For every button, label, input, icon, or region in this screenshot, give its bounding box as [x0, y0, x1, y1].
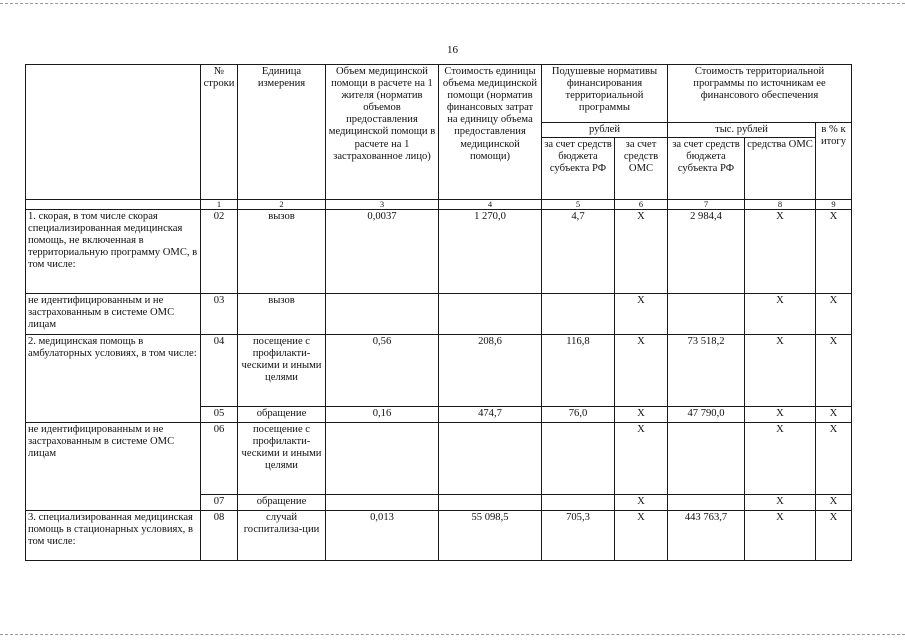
financing-table-container	[25, 64, 852, 561]
row-percent: Х	[816, 511, 852, 561]
row-unit: посещение с профилакти-ческими и иными целями	[238, 423, 326, 495]
row-total-oms: Х	[745, 294, 816, 335]
row-budget-rf	[542, 294, 615, 335]
row-budget-rf: 76,0	[542, 407, 615, 423]
row-cost: 208,6	[439, 335, 542, 407]
row-unit: вызов	[238, 294, 326, 335]
row-name: не идентифицированным и не застрахованным в системе ОМС лицам	[26, 423, 201, 511]
header-row-1	[26, 65, 852, 123]
header-budget-rf: за счет средств бюджета субъекта РФ	[542, 138, 615, 200]
row-total-budget-rf: 2 984,4	[668, 210, 745, 294]
row-cost: 474,7	[439, 407, 542, 423]
row-budget-rf: 705,3	[542, 511, 615, 561]
row-unit: обращение	[238, 407, 326, 423]
row-total-budget-rf: 47 790,0	[668, 407, 745, 423]
row-total-oms: Х	[745, 423, 816, 495]
header-oms-funds: средства ОМС	[745, 138, 816, 200]
row-total-oms: Х	[745, 495, 816, 511]
row-total-oms: Х	[745, 511, 816, 561]
header-row-no: № строки	[201, 65, 238, 200]
row-total-budget-rf	[668, 495, 745, 511]
row-volume: 0,0037	[326, 210, 439, 294]
row-volume: 0,56	[326, 335, 439, 407]
row-oms: Х	[615, 335, 668, 407]
row-budget-rf	[542, 423, 615, 495]
row-budget-rf: 116,8	[542, 335, 615, 407]
column-index-4: 4	[439, 200, 542, 210]
header-name-cell	[26, 65, 201, 200]
scan-edge-bottom	[0, 634, 905, 635]
header-per-capita: Подушевые нормативы финансирования территориальной программы	[542, 65, 668, 123]
row-total-budget-rf: 443 763,7	[668, 511, 745, 561]
row-percent: Х	[816, 423, 852, 495]
row-volume	[326, 423, 439, 495]
header-percent-total: в % к итогу	[816, 123, 852, 200]
row-oms: Х	[615, 495, 668, 511]
row-cost: 1 270,0	[439, 210, 542, 294]
row-percent: Х	[816, 294, 852, 335]
header-rubles: рублей	[542, 123, 668, 138]
column-index-3: 3	[326, 200, 439, 210]
row-percent: Х	[816, 210, 852, 294]
column-index-9: 9	[816, 200, 852, 210]
header-volume: Объем медицинской помощи в расчете на 1 жителя (норматив объемов предоставления медицинской помощи в расчете на 1 застрахованное лицо)	[326, 65, 439, 200]
row-percent: Х	[816, 407, 852, 423]
row-number: 03	[201, 294, 238, 335]
header-total-cost: Стоимость территориальной программы по источникам ее финансового обеспечения	[668, 65, 852, 123]
table-row	[26, 511, 852, 561]
column-index-empty	[26, 200, 201, 210]
row-cost: 55 098,5	[439, 511, 542, 561]
financing-table	[25, 64, 852, 561]
table-row	[26, 335, 852, 407]
table-row	[26, 210, 852, 294]
header-unit: Единица измерения	[238, 65, 326, 200]
row-name: 2. медицинская помощь в амбулаторных условиях, в том числе:	[26, 335, 201, 423]
row-percent: Х	[816, 495, 852, 511]
column-index-2: 2	[238, 200, 326, 210]
row-budget-rf	[542, 495, 615, 511]
header-oms-budget: за счет средств ОМС	[615, 138, 668, 200]
row-name: не идентифицированным и не застрахованным в системе ОМС лицам	[26, 294, 201, 335]
column-index-7: 7	[668, 200, 745, 210]
row-unit: обращение	[238, 495, 326, 511]
column-index-1: 1	[201, 200, 238, 210]
column-index-6: 6	[615, 200, 668, 210]
row-total-budget-rf	[668, 294, 745, 335]
row-total-oms: Х	[745, 407, 816, 423]
column-index-row	[26, 200, 852, 210]
row-oms: Х	[615, 294, 668, 335]
row-total-budget-rf	[668, 423, 745, 495]
row-number: 06	[201, 423, 238, 495]
column-index-5: 5	[542, 200, 615, 210]
row-number: 05	[201, 407, 238, 423]
row-total-oms: Х	[745, 210, 816, 294]
scan-edge-top	[0, 3, 905, 4]
row-unit: вызов	[238, 210, 326, 294]
row-unit: посещение с профилакти-ческими и иными целями	[238, 335, 326, 407]
row-volume: 0,16	[326, 407, 439, 423]
row-total-oms: Х	[745, 335, 816, 407]
row-cost	[439, 495, 542, 511]
column-index-8: 8	[745, 200, 816, 210]
header-thousand-rubles: тыс. рублей	[668, 123, 816, 138]
row-oms: Х	[615, 210, 668, 294]
row-volume	[326, 294, 439, 335]
row-oms: Х	[615, 407, 668, 423]
table-row	[26, 294, 852, 335]
row-budget-rf: 4,7	[542, 210, 615, 294]
table-row	[26, 423, 852, 495]
row-unit: случай госпитализа-ции	[238, 511, 326, 561]
row-cost	[439, 294, 542, 335]
row-percent: Х	[816, 335, 852, 407]
row-cost	[439, 423, 542, 495]
row-oms: Х	[615, 511, 668, 561]
row-number: 08	[201, 511, 238, 561]
row-name: 3. специализированная медицинская помощь в стационарных условиях, в том числе:	[26, 511, 201, 561]
page-number: 16	[447, 44, 458, 56]
header-cost: Стоимость единицы объема медицинской помощи (норматив финансовых затрат на единицу объема предоставления медицинской помощи)	[439, 65, 542, 200]
row-volume: 0,013	[326, 511, 439, 561]
row-oms: Х	[615, 423, 668, 495]
header-budget-rf-thousands: за счет средств бюджета субъекта РФ	[668, 138, 745, 200]
row-number: 04	[201, 335, 238, 407]
row-name: 1. скорая, в том числе скорая специализированная медицинская помощь, не включенная в территориальную программу ОМС, в том числе:	[26, 210, 201, 294]
row-number: 02	[201, 210, 238, 294]
row-number: 07	[201, 495, 238, 511]
row-total-budget-rf: 73 518,2	[668, 335, 745, 407]
row-volume	[326, 495, 439, 511]
